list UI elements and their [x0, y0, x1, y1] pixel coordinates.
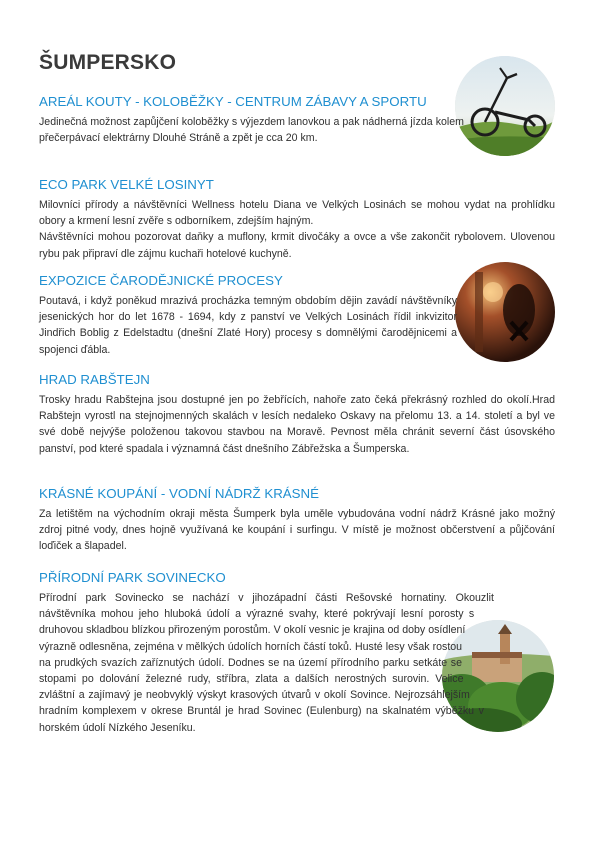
section-title: HRAD RABŠTEJN	[39, 372, 150, 387]
section-title: KRÁSNÉ KOUPÁNÍ - VODNÍ NÁDRŽ KRÁSNÉ	[39, 486, 320, 501]
kick-scooter-photo	[455, 56, 555, 156]
section-sovinecko	[39, 570, 555, 744]
section-paragraph: Milovníci přírody a návštěvníci Wellness hotelu Diana ve Velkých Losinách se mohou vydat na prohlídku obory a krmení lesní zvěře s odborníkem, zdejším hajným.	[39, 199, 555, 228]
section-text	[39, 197, 555, 262]
section-paragraph: Návštěvníci mohou pozorovat daňky a muflony, krmit divočáky a ovce a vše zakončit rybolovem. Ulovenou rybu pak připraví dle zájmu kuchaři hotelové kuchyně.	[39, 231, 555, 260]
section-title: AREÁL KOUTY - KOLOBĚŽKY - CENTRUM ZÁBAVY A SPORTU	[39, 94, 427, 109]
section-paragraph: Přírodní park Sovinecko se nachází v jihozápadní části Rešovské hornatiny. Okouzlit návštěvníka mohou jeho hluboká údolí a výrazné svahy, které pokrývají lesní porosty s druhovou skladbou blízkou přirozeným porostům. V okolí vesnic je krajina od doby osídlení výrazně odlesněna, zejména v mělkých údolích horních částí toků. Husté lesy však rostou na prudkých svazích zaříznutých údolí. Dodnes se na území přírodního parku setkáte se stopami po dolování železné rudy, stříbra, zlata a dalších nerostných surovin. Velice zvláštní a zajímavý je neobvyklý výskyt krasových útvarů v okolí Sovince. Nejrozsáhlejším hradním komplexem v okrese Bruntál je hrad Sovinec (Eulenburg) na skalnatém výběžku v horském údolí Nízkého Jeseníku.	[39, 592, 494, 734]
section-text	[39, 114, 464, 146]
section-text	[39, 392, 555, 457]
section-koloběžky	[39, 94, 464, 146]
section-paragraph: Jedinečná možnost zapůjčení koloběžky s výjezdem lanovkou a pak nádherná jízda kolem přečerpávací elektrárny Dlouhé Stráně a zpět je cca 20 km.	[39, 116, 464, 145]
section-text	[39, 506, 555, 555]
section-carodejnicke-procesy	[39, 273, 457, 358]
image-wrap-spacer	[450, 624, 555, 744]
section-krasne-koupani	[39, 486, 555, 555]
section-eco-park	[39, 177, 555, 262]
section-title: EXPOZICE ČARODĚJNICKÉ PROCESY	[39, 273, 283, 288]
section-title: ECO PARK VELKÉ LOSINYT	[39, 177, 214, 192]
section-hrad-rabstejn	[39, 372, 555, 457]
section-paragraph: Za letištěm na východním okraji města Šumperk byla uměle vybudována vodní nádrž Krásné jako možný zdroj pitné vody, dnes hojně využívaná ke koupání i surfingu. V místě je možnost občerstvení a půjčování loďiček a šlapadel.	[39, 508, 555, 553]
page-title: ŠUMPERSKO	[39, 51, 177, 74]
section-text	[39, 293, 457, 358]
exhibition-photo	[455, 262, 555, 362]
section-paragraph: Poutavá, i když poněkud mrazivá procházka temným obdobím dějin zavádí návštěvníky jesenických hor do let 1678 - 1694, kdy z panství ve Velkých Losinách řídil inkvizitor Jindřich Boblig z Edelstadtu (dnešní Zlaté Hory) procesy s domnělými čarodějnicemi a spojenci ďábla.	[39, 295, 457, 356]
section-text	[39, 590, 555, 736]
section-title: PŘÍRODNÍ PARK SOVINECKO	[39, 570, 226, 585]
section-paragraph: Trosky hradu Rabštejna jsou dostupné jen po žebřících, nahoře zato čeká překrásný rozhled do okolí.Hrad Rabštejn vyrostl na stejnojmenných skalách v lesích nedaleko Oskavy na přelomu 13. a 14. století a byl ve své době nejvýše položenou takovou stavbou na Moravě. Pevnost měla chránit severní část úsovského panství, pod které spadala i významná část dnešního Zábřežska a Šumperska.	[39, 394, 555, 455]
